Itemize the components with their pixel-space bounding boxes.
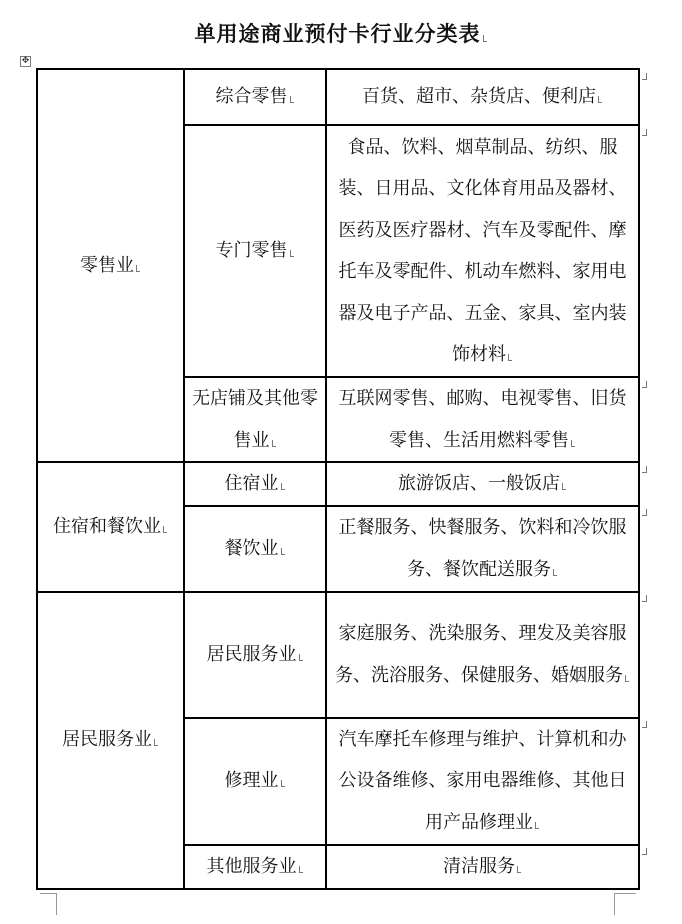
description-cell: 食品、饮料、烟草制品、纺织、服装、日用品、文化体育用品及器材、医药及医疗器材、汽车及零配件、摩托车及零配件、机动车燃料、家用电器及电子产品、五金、家具、室内装饰材料 xyxy=(326,125,639,377)
row-end-mark-icon xyxy=(641,721,648,730)
description-cell: 汽车摩托车修理与维护、计算机和办公设备维修、家用电器维修、其他日用产品修理业 xyxy=(326,718,639,845)
cell-end-mark-icon xyxy=(298,654,304,662)
subcategory-cell: 专门零售 xyxy=(184,125,326,377)
cell-end-mark-icon xyxy=(561,483,567,491)
cell-end-mark-icon xyxy=(624,675,630,683)
table-row xyxy=(37,69,639,125)
cell-end-mark-icon xyxy=(597,96,603,104)
subcategory-cell: 无店铺及其他零售业 xyxy=(184,377,326,462)
subcategory-cell: 餐饮业 xyxy=(184,506,326,592)
description-cell: 互联网零售、邮购、电视零售、旧货零售、生活用燃料零售 xyxy=(326,377,639,462)
row-end-mark-icon xyxy=(641,595,648,604)
cell-end-mark-icon xyxy=(280,483,286,491)
cell-end-mark-icon xyxy=(516,866,522,874)
cell-end-mark-icon xyxy=(552,569,558,577)
cell-end-mark-icon xyxy=(507,354,513,362)
margin-corner-mark xyxy=(614,893,615,915)
subcategory-cell: 居民服务业 xyxy=(184,592,326,718)
page-title: 单用途商业预付卡行业分类表 xyxy=(0,18,682,48)
description-cell: 家庭服务、洗染服务、理发及美容服务、洗浴服务、保健服务、婚姻服务 xyxy=(326,592,639,718)
margin-corner-mark xyxy=(40,893,56,894)
cell-end-mark-icon xyxy=(153,739,159,747)
industry-cell: 零售业 xyxy=(37,69,184,462)
row-end-mark-icon xyxy=(641,509,648,518)
cell-end-mark-icon xyxy=(289,96,295,104)
cell-end-mark-icon xyxy=(162,526,168,534)
cell-end-mark-icon xyxy=(289,250,295,258)
cell-end-mark-icon xyxy=(298,866,304,874)
table-move-handle-icon[interactable]: ✥ xyxy=(21,56,30,66)
description-cell: 旅游饭店、一般饭店 xyxy=(326,462,639,506)
subcategory-cell: 其他服务业 xyxy=(184,845,326,889)
row-end-mark-icon xyxy=(641,73,648,82)
table-row xyxy=(37,592,639,718)
cell-end-mark-icon xyxy=(271,440,277,448)
row-end-mark-icon xyxy=(641,466,648,475)
description-cell: 清洁服务 xyxy=(326,845,639,889)
industry-cell: 住宿和餐饮业 xyxy=(37,462,184,592)
row-end-mark-icon xyxy=(641,848,648,857)
cell-end-mark-icon xyxy=(534,822,540,830)
row-end-mark-icon xyxy=(641,129,648,138)
subcategory-cell: 综合零售 xyxy=(184,69,326,125)
cell-end-mark-icon xyxy=(280,780,286,788)
industry-cell: 居民服务业 xyxy=(37,592,184,889)
description-cell: 百货、超市、杂货店、便利店 xyxy=(326,69,639,125)
description-cell: 正餐服务、快餐服务、饮料和冷饮服务、餐饮配送服务 xyxy=(326,506,639,592)
cell-end-mark-icon xyxy=(135,265,141,273)
margin-corner-mark xyxy=(614,893,636,894)
cell-end-mark-icon xyxy=(570,440,576,448)
industry-classification-table xyxy=(36,68,640,890)
paragraph-mark-icon xyxy=(482,35,488,43)
subcategory-cell: 住宿业 xyxy=(184,462,326,506)
cell-end-mark-icon xyxy=(280,548,286,556)
table-row xyxy=(37,462,639,506)
subcategory-cell: 修理业 xyxy=(184,718,326,845)
row-end-mark-icon xyxy=(641,381,648,390)
margin-corner-mark xyxy=(56,893,57,915)
